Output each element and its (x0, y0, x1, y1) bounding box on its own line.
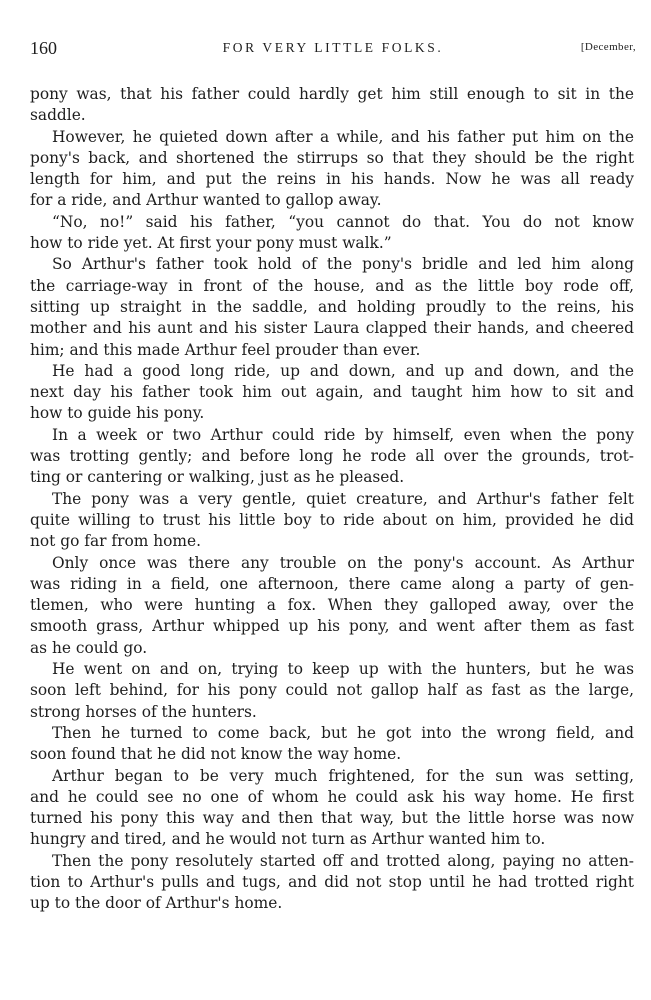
text-line: not go far from home. (30, 532, 201, 551)
running-title: FOR VERY LITTLE FOLKS. (222, 40, 444, 55)
text-line: However, he quieted down after a while, and his father put him on the (52, 127, 634, 146)
text-line: quite willing to trust his little boy to ride about on him, provided he did (30, 510, 634, 529)
paragraph (30, 489, 634, 553)
paragraph (30, 851, 634, 915)
text-line: strong horses of the hunters. (30, 702, 257, 721)
paragraph (30, 84, 634, 127)
page-number: 160 (30, 38, 57, 58)
text-line: soon found that he did not know the way home. (30, 745, 402, 764)
text-line: next day his father took him out again, and taught him how to sit and (30, 383, 634, 402)
text-line: Arthur began to be very much frightened, for the sun was setting, (52, 766, 634, 785)
text-line: The pony was a very gentle, quiet creature, and Arthur's father felt (52, 489, 634, 508)
paragraph (30, 553, 634, 659)
text-line: tlemen, who were hunting a fox. When they galloped away, over the (30, 596, 634, 615)
text-line: soon left behind, for his pony could not gallop half as fast as the large, (30, 681, 634, 700)
paragraph (30, 254, 634, 360)
page-header (30, 38, 636, 60)
text-line: him; and this made Arthur feel prouder than ever. (30, 340, 421, 359)
text-line: “No, no!” said his father, “you cannot do that. You do not know (52, 212, 634, 231)
text-line: sitting up straight in the saddle, and holding proudly to the reins, his (30, 297, 634, 316)
paragraph (30, 659, 634, 723)
paragraph (30, 425, 634, 489)
text-line: and he could see no one of whom he could ask his way home. He first (30, 787, 634, 806)
text-line: ting or cantering or walking, just as he pleased. (30, 468, 405, 487)
text-line: the carriage-way in front of the house, and as the little boy rode off, (30, 276, 634, 295)
text-line: tion to Arthur's pulls and tugs, and did not stop until he had trotted right (30, 872, 634, 891)
text-line: up to the door of Arthur's home. (30, 894, 283, 913)
text-line: In a week or two Arthur could ride by himself, even when the pony (52, 425, 634, 444)
text-line: turned his pony this way and then that way, but the little horse was now (30, 809, 634, 828)
text-line: Then he turned to come back, but he got into the wrong field, and (52, 723, 634, 742)
paragraph (30, 212, 634, 255)
text-line: So Arthur's father took hold of the pony's bridle and led him along (52, 255, 634, 274)
text-line: He went on and on, trying to keep up with the hunters, but he was (52, 660, 634, 679)
text-line: He had a good long ride, up and down, and up and down, and the (52, 361, 634, 380)
paragraph (30, 723, 634, 766)
paragraph (30, 361, 634, 425)
paragraph (30, 766, 634, 851)
article-body (30, 84, 634, 915)
text-line: smooth grass, Arthur whipped up his pony, and went after them as fast (30, 617, 634, 636)
text-line: length for him, and put the reins in his hands. Now he was all ready (30, 170, 634, 189)
paragraph (30, 127, 634, 212)
text-line: mother and his aunt and his sister Laura clapped their hands, and cheered (30, 319, 634, 338)
text-line: how to ride yet. At first your pony must walk.” (30, 234, 392, 253)
text-line: was trotting gently; and before long he rode all over the grounds, trot- (30, 447, 634, 466)
text-line: Only once was there any trouble on the pony's account. As Arthur (52, 553, 634, 572)
text-line: pony's back, and shortened the stirrups so that they should be the right (30, 148, 634, 167)
running-month: [December, (580, 41, 636, 53)
text-line: pony was, that his father could hardly get him still enough to sit in the (30, 85, 634, 103)
text-line: for a ride, and Arthur wanted to gallop away. (30, 191, 382, 210)
text-line: hungry and tired, and he would not turn as Arthur wanted him to. (30, 830, 546, 849)
text-line: as he could go. (30, 638, 148, 657)
text-line: how to guide his pony. (30, 404, 205, 423)
text-line: saddle. (30, 106, 86, 125)
text-line: Then the pony resolutely started off and trotted along, paying no atten- (52, 851, 634, 870)
text-line: was riding in a field, one afternoon, there came along a party of gen- (30, 574, 634, 593)
